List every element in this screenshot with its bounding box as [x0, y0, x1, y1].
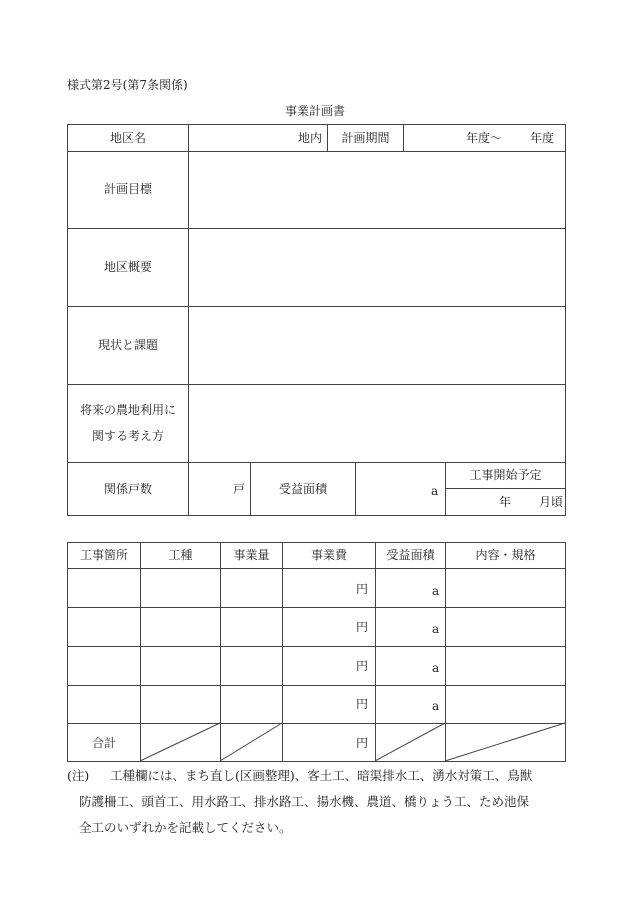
households-label: 関係戸数 — [103, 482, 152, 496]
district-suffix: 地内 — [297, 131, 322, 145]
total-spec-diagonal — [445, 723, 565, 761]
form-number: 様式第2号(第7条関係) — [67, 78, 188, 92]
district-name-label: 地区名 — [109, 131, 146, 145]
period-from-suffix: 年度～ — [466, 131, 503, 145]
note-prefix: (注) — [67, 768, 90, 783]
start-year-unit: 年 — [499, 495, 512, 509]
note-line-3: 全工のいずれかを記載してください。 — [79, 820, 292, 835]
total-cost-unit: 円 — [355, 736, 368, 750]
document-title: 事業計画書 — [284, 104, 345, 118]
issues-label: 現状と課題 — [97, 338, 158, 352]
future-label-line1: 将来の農地利用に — [79, 403, 176, 417]
row-area-unit: a — [432, 661, 440, 675]
header-quantity: 事業量 — [233, 548, 270, 562]
future-label-line2: 関する考え方 — [91, 429, 164, 443]
total-label: 合計 — [91, 736, 116, 750]
row-area-unit: a — [432, 699, 440, 713]
row-cost-unit: 円 — [355, 582, 368, 596]
row-cost-unit: 円 — [355, 620, 368, 634]
header-work-type: 工種 — [168, 548, 193, 562]
table-row[interactable] — [68, 608, 565, 646]
row-area-unit: a — [432, 622, 440, 636]
period-label: 計画期間 — [341, 131, 390, 145]
table-row[interactable] — [68, 569, 565, 607]
note-line-1: 工種欄には、まち直し(区画整理)、客土工、暗渠排水工、湧水対策工、鳥獣 — [110, 768, 533, 783]
table-row[interactable] — [68, 686, 565, 723]
benefit-area-label: 受益面積 — [278, 482, 327, 496]
benefit-area-unit: a — [431, 484, 439, 498]
header-benefit-area: 受益面積 — [386, 548, 435, 562]
row-cost-unit: 円 — [355, 659, 368, 673]
header-location: 工事箇所 — [79, 548, 128, 562]
table-row[interactable] — [68, 647, 565, 685]
period-to-suffix: 年度 — [530, 131, 555, 145]
start-month-unit: 月頃 — [539, 495, 564, 509]
total-quantity-diagonal — [220, 723, 282, 761]
overview-label: 地区概要 — [103, 260, 152, 274]
start-label: 工事開始予定 — [469, 468, 542, 482]
total-area-diagonal — [375, 723, 445, 761]
note-line-2: 防護柵工、頭首工、用水路工、排水路工、揚水機、農道、橋りょう工、ため池保 — [79, 794, 530, 809]
row-cost-unit: 円 — [355, 697, 368, 711]
header-cost: 事業費 — [310, 548, 347, 562]
total-work-type-diagonal — [140, 723, 220, 761]
households-unit: 戸 — [232, 482, 245, 496]
goal-label: 計画目標 — [103, 182, 152, 196]
row-area-unit: a — [432, 584, 440, 598]
header-specification: 内容・規格 — [475, 548, 536, 562]
